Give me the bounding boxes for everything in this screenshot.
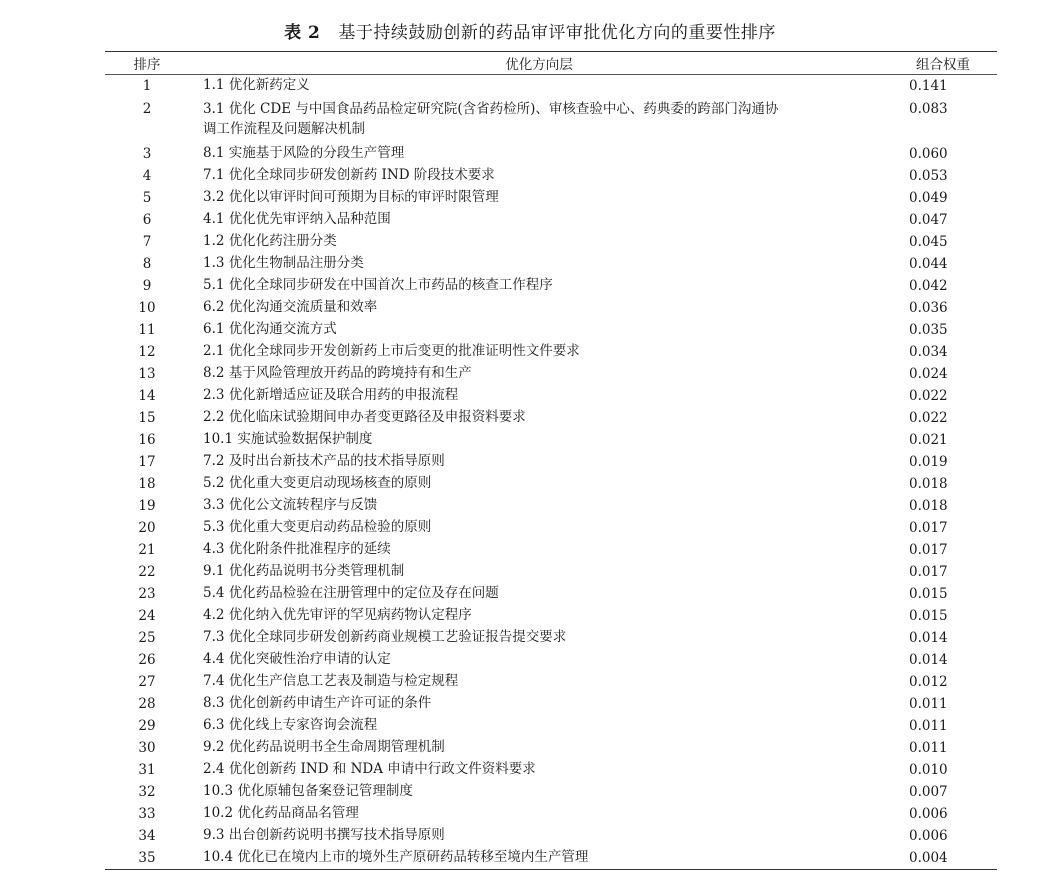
weight-cell: 0.017 bbox=[909, 520, 948, 536]
table-row bbox=[105, 385, 997, 407]
direction-cell bbox=[189, 297, 889, 319]
rank-cell: 34 bbox=[138, 828, 156, 844]
direction-text: 10.1 实施试验数据保护制度 bbox=[203, 431, 373, 447]
direction-text: 9.1 优化药品说明书分类管理机制 bbox=[203, 563, 405, 579]
weight-cell: 0.015 bbox=[909, 586, 948, 602]
direction-cell bbox=[189, 209, 889, 231]
direction-cell bbox=[189, 737, 889, 759]
rank-cell: 16 bbox=[138, 432, 156, 448]
table-row bbox=[105, 803, 997, 825]
rank-cell: 13 bbox=[138, 366, 156, 382]
direction-cell bbox=[189, 97, 889, 143]
table-row bbox=[105, 605, 997, 627]
weight-cell: 0.021 bbox=[909, 432, 948, 448]
weight-cell: 0.017 bbox=[909, 564, 948, 580]
direction-cell bbox=[189, 605, 889, 627]
weight-cell: 0.044 bbox=[909, 256, 948, 272]
direction-text: 3.1 优化 CDE 与中国食品药品检定研究院(含省药检所)、审核查验中心、药典委的跨部门沟通协调工作流程及问题解决机制 bbox=[203, 101, 779, 137]
weight-cell: 0.004 bbox=[909, 850, 948, 866]
header-rank: 排序 bbox=[105, 52, 189, 75]
direction-cell bbox=[189, 429, 889, 451]
table-row bbox=[105, 759, 997, 781]
direction-cell bbox=[189, 671, 889, 693]
direction-text: 10.4 优化已在境内上市的境外生产原研药品转移至境内生产管理 bbox=[203, 849, 589, 865]
rank-cell: 5 bbox=[142, 190, 152, 206]
weight-cell: 0.022 bbox=[909, 410, 948, 426]
direction-cell bbox=[189, 253, 889, 275]
weight-cell: 0.006 bbox=[909, 806, 948, 822]
rank-cell: 31 bbox=[138, 762, 156, 778]
weight-cell: 0.011 bbox=[909, 740, 948, 756]
rank-cell: 30 bbox=[138, 740, 156, 756]
direction-text: 5.2 优化重大变更启动现场核查的原则 bbox=[203, 475, 432, 491]
direction-cell bbox=[189, 693, 889, 715]
weight-cell: 0.011 bbox=[909, 696, 948, 712]
direction-cell bbox=[189, 649, 889, 671]
direction-text: 5.4 优化药品检验在注册管理中的定位及存在问题 bbox=[203, 585, 499, 601]
weight-cell: 0.015 bbox=[909, 608, 948, 624]
rank-cell: 27 bbox=[138, 674, 156, 690]
weight-cell: 0.019 bbox=[909, 454, 948, 470]
direction-cell bbox=[189, 165, 889, 187]
direction-text: 1.1 优化新药定义 bbox=[203, 77, 310, 93]
rank-cell: 6 bbox=[142, 212, 152, 228]
direction-text: 8.1 实施基于风险的分段生产管理 bbox=[203, 145, 405, 161]
direction-text: 4.4 优化突破性治疗申请的认定 bbox=[203, 651, 391, 667]
rank-cell: 4 bbox=[142, 168, 152, 184]
table-row bbox=[105, 231, 997, 253]
table-row bbox=[105, 275, 997, 297]
rank-cell: 19 bbox=[138, 498, 156, 514]
rank-cell: 10 bbox=[138, 300, 156, 316]
direction-cell bbox=[189, 363, 889, 385]
rank-cell: 1 bbox=[142, 78, 152, 94]
table-row bbox=[105, 407, 997, 429]
table-row bbox=[105, 451, 997, 473]
rank-cell: 20 bbox=[138, 520, 156, 536]
direction-cell bbox=[189, 451, 889, 473]
table-row bbox=[105, 847, 997, 870]
table-row bbox=[105, 165, 997, 187]
direction-cell bbox=[189, 715, 889, 737]
direction-cell bbox=[189, 561, 889, 583]
direction-text: 7.4 优化生产信息工艺表及制造与检定规程 bbox=[203, 673, 459, 689]
direction-text: 8.2 基于风险管理放开药品的跨境持有和生产 bbox=[203, 365, 472, 381]
table-row bbox=[105, 209, 997, 231]
direction-text: 1.3 优化生物制品注册分类 bbox=[203, 255, 364, 271]
table-row bbox=[105, 253, 997, 275]
table-row bbox=[105, 75, 997, 98]
rank-cell: 8 bbox=[142, 256, 152, 272]
rank-cell: 21 bbox=[138, 542, 156, 558]
table-row bbox=[105, 539, 997, 561]
rank-cell: 7 bbox=[142, 234, 152, 250]
direction-text: 6.2 优化沟通交流质量和效率 bbox=[203, 299, 378, 315]
weight-cell: 0.036 bbox=[909, 300, 948, 316]
weight-cell: 0.060 bbox=[909, 146, 948, 162]
direction-text: 7.2 及时出台新技术产品的技术指导原则 bbox=[203, 453, 445, 469]
rank-cell: 26 bbox=[138, 652, 156, 668]
weight-cell: 0.053 bbox=[909, 168, 948, 184]
rank-cell: 25 bbox=[138, 630, 156, 646]
weight-cell: 0.006 bbox=[909, 828, 948, 844]
table-row bbox=[105, 671, 997, 693]
direction-text: 3.3 优化公文流转程序与反馈 bbox=[203, 497, 378, 513]
table-row bbox=[105, 583, 997, 605]
direction-text: 8.3 优化创新药申请生产许可证的条件 bbox=[203, 695, 432, 711]
table-row bbox=[105, 495, 997, 517]
weight-cell: 0.017 bbox=[909, 542, 948, 558]
table-row bbox=[105, 363, 997, 385]
rank-cell: 29 bbox=[138, 718, 156, 734]
header-direction: 优化方向层 bbox=[189, 52, 889, 75]
weight-cell: 0.014 bbox=[909, 630, 948, 646]
direction-cell bbox=[189, 495, 889, 517]
direction-text: 9.2 优化药品说明书全生命周期管理机制 bbox=[203, 739, 445, 755]
table-title: 基于持续鼓励创新的药品审评审批优化方向的重要性排序 bbox=[338, 23, 776, 43]
table-row bbox=[105, 319, 997, 341]
direction-text: 4.1 优化优先审评纳入品种范围 bbox=[203, 211, 391, 227]
table-row bbox=[105, 297, 997, 319]
table-row bbox=[105, 473, 997, 495]
direction-cell bbox=[189, 539, 889, 561]
direction-text: 2.3 优化新增适应证及联合用药的申报流程 bbox=[203, 387, 459, 403]
direction-text: 9.3 出台创新药说明书撰写技术指导原则 bbox=[203, 827, 445, 843]
direction-text: 6.1 优化沟通交流方式 bbox=[203, 321, 337, 337]
table-row bbox=[105, 825, 997, 847]
direction-text: 4.3 优化附条件批准程序的延续 bbox=[203, 541, 391, 557]
rank-cell: 32 bbox=[138, 784, 156, 800]
weight-cell: 0.141 bbox=[909, 78, 948, 94]
table-row bbox=[105, 341, 997, 363]
header-weight: 组合权重 bbox=[889, 52, 997, 75]
direction-text: 5.3 优化重大变更启动药品检验的原则 bbox=[203, 519, 432, 535]
table-row bbox=[105, 143, 997, 165]
weight-cell: 0.042 bbox=[909, 278, 948, 294]
weight-cell: 0.083 bbox=[909, 101, 948, 117]
direction-text: 4.2 优化纳入优先审评的罕见病药物认定程序 bbox=[203, 607, 472, 623]
rank-cell: 35 bbox=[138, 850, 156, 866]
direction-cell bbox=[189, 75, 889, 98]
direction-cell bbox=[189, 781, 889, 803]
table-row bbox=[105, 649, 997, 671]
weight-cell: 0.014 bbox=[909, 652, 948, 668]
rank-cell: 15 bbox=[138, 410, 156, 426]
direction-text: 2.4 优化创新药 IND 和 NDA 申请中行政文件资料要求 bbox=[203, 761, 536, 777]
table-row bbox=[105, 97, 997, 143]
direction-cell bbox=[189, 275, 889, 297]
weight-cell: 0.018 bbox=[909, 476, 948, 492]
rank-cell: 18 bbox=[138, 476, 156, 492]
direction-text: 7.1 优化全球同步研发创新药 IND 阶段技术要求 bbox=[203, 167, 495, 183]
direction-text: 5.1 优化全球同步研发在中国首次上市药品的核查工作程序 bbox=[203, 277, 553, 293]
weight-cell: 0.049 bbox=[909, 190, 948, 206]
direction-cell bbox=[189, 825, 889, 847]
table-row bbox=[105, 561, 997, 583]
rank-cell: 22 bbox=[138, 564, 156, 580]
weight-cell: 0.010 bbox=[909, 762, 948, 778]
weight-cell: 0.034 bbox=[909, 344, 948, 360]
table-row bbox=[105, 781, 997, 803]
header-row bbox=[105, 52, 997, 75]
direction-cell bbox=[189, 341, 889, 363]
direction-cell bbox=[189, 803, 889, 825]
table-row bbox=[105, 429, 997, 451]
table-row bbox=[105, 715, 997, 737]
rank-cell: 33 bbox=[138, 806, 156, 822]
direction-text: 1.2 优化化药注册分类 bbox=[203, 233, 337, 249]
direction-cell bbox=[189, 385, 889, 407]
table-row bbox=[105, 693, 997, 715]
rank-cell: 11 bbox=[138, 322, 156, 338]
table-row bbox=[105, 517, 997, 539]
direction-text: 7.3 优化全球同步研发创新药商业规模工艺验证报告提交要求 bbox=[203, 629, 567, 645]
weight-cell: 0.035 bbox=[909, 322, 948, 338]
weight-cell: 0.011 bbox=[909, 718, 948, 734]
direction-text: 2.2 优化临床试验期间申办者变更路径及申报资料要求 bbox=[203, 409, 526, 425]
rank-cell: 2 bbox=[142, 101, 152, 117]
table-body bbox=[105, 75, 997, 870]
direction-text: 10.3 优化原辅包备案登记管理制度 bbox=[203, 783, 413, 799]
table-row bbox=[105, 737, 997, 759]
rank-cell: 23 bbox=[138, 586, 156, 602]
weight-cell: 0.024 bbox=[909, 366, 948, 382]
weight-cell: 0.007 bbox=[909, 784, 948, 800]
direction-cell bbox=[189, 231, 889, 253]
weight-cell: 0.047 bbox=[909, 212, 948, 228]
rank-cell: 9 bbox=[142, 278, 152, 294]
weight-cell: 0.022 bbox=[909, 388, 948, 404]
direction-cell bbox=[189, 517, 889, 539]
rank-cell: 24 bbox=[138, 608, 156, 624]
table-row bbox=[105, 627, 997, 649]
rank-cell: 17 bbox=[138, 454, 156, 470]
direction-cell bbox=[189, 847, 889, 870]
rank-cell: 3 bbox=[142, 146, 152, 162]
direction-cell bbox=[189, 759, 889, 781]
rank-cell: 12 bbox=[138, 344, 156, 360]
weight-cell: 0.012 bbox=[909, 674, 948, 690]
importance-ranking-table bbox=[105, 51, 997, 870]
direction-text: 2.1 优化全球同步开发创新药上市后变更的批准证明性文件要求 bbox=[203, 343, 580, 359]
direction-text: 3.2 优化以审评时间可预期为目标的审评时限管理 bbox=[203, 189, 499, 205]
rank-cell: 14 bbox=[138, 388, 156, 404]
direction-cell bbox=[189, 473, 889, 495]
direction-text: 6.3 优化线上专家咨询会流程 bbox=[203, 717, 378, 733]
direction-cell bbox=[189, 319, 889, 341]
rank-cell: 28 bbox=[138, 696, 156, 712]
weight-cell: 0.045 bbox=[909, 234, 948, 250]
direction-text: 10.2 优化药品商品名管理 bbox=[203, 805, 359, 821]
direction-cell bbox=[189, 583, 889, 605]
weight-cell: 0.018 bbox=[909, 498, 948, 514]
direction-cell bbox=[189, 143, 889, 165]
direction-cell bbox=[189, 187, 889, 209]
table-number: 表 2 bbox=[284, 23, 321, 43]
table-caption bbox=[0, 18, 1060, 43]
table-row bbox=[105, 187, 997, 209]
direction-cell bbox=[189, 627, 889, 649]
direction-cell bbox=[189, 407, 889, 429]
